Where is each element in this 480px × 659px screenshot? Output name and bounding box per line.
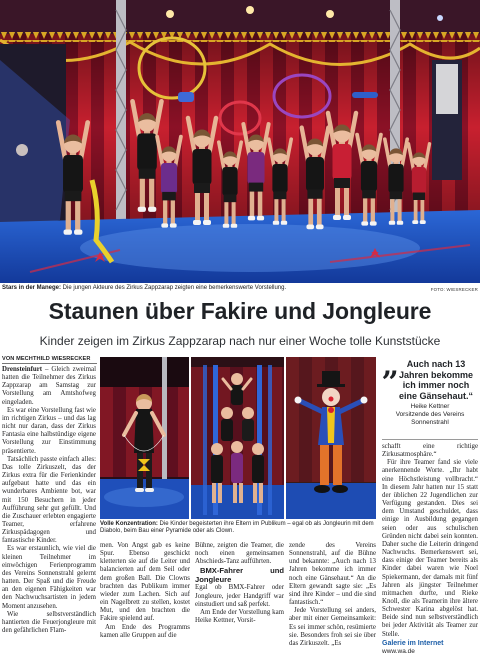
paragraph: Egal ob BMX-Fahrer oder Jongleure, jeder Handgriff war einstudiert und saß perfekt. <box>195 584 284 608</box>
photo-credit: FOTO: WIESRECKER <box>430 287 478 292</box>
quote-mark-icon: „ <box>382 348 400 383</box>
paragraph: zende des Vereins Sonnenstrahl, auf die Bühne und bekannte: „Auch nach 13 Jahren bekomme ich immer noch eine Gänsehaut.“ An die Eltern gewandt sagte sie: „Es sind ihre Kinder – und die sind fantastisch.“ <box>289 542 376 607</box>
stage-photo <box>0 0 480 283</box>
paragraph: Wie selbstverständlich hantierten die Feuerjongleure mit den gefährlichen Flam- <box>2 610 96 634</box>
subheadline: Kinder zeigen im Zirkus Zappzarap nach nur einer Woche tolle Kunststücke <box>39 334 441 348</box>
paragraph: Für ihre Teamer fand sie viele anerkennende Worte. „Ihr habt eine Höchstleistung vollbracht.“ In diesem Jahr hatten nur 15 statt der üblichen 22 Jugendlichen zur Verfügung gestanden. Dies sei dem Umstand geschuldet, dass einige in Ausbildung gegangen seien oder aus schulischen Gründen nicht dabei sein konnten. Daher suche die Leiterin dringend Nachwuchs. Bemerkenswert sei, dass einige der Teamer bereits als Kinder dabei waren wie Noel Spiekermann, der damals mit fünf Jahren als jüngster Teilnehmer mitmachen durfte, und Rieke Knoll, die als Teamerin ihre ältere Schwester Karina abgelöst hat. Beide sind nun selbstverständlich bei jeder Aktivität als Teamer zur Stelle. <box>382 459 478 637</box>
truss-left <box>116 0 126 230</box>
pull-quote-text: Auch nach 13 Jahren bekomme ich immer noch eine Gänsehaut.“ <box>398 359 474 401</box>
pull-quote <box>382 348 478 440</box>
juggling-prop <box>178 92 194 102</box>
paragraph: men. Von Angst gab es keine Spur. Ebenso geschickt kletterten sie auf die Leiter und balancierten auf dem Seil oder dem großen Ball. Die Clowns brachten das Publikum immer wieder zum Lachen. Sich auf ein Nagelbrett zu stellen, kostet Mut, und den brachten die Fakire spielend auf. <box>100 542 190 623</box>
gallery-link[interactable]: Galerie im Internet <box>382 640 444 647</box>
gallery-url: www.wa.de <box>382 648 415 655</box>
paragraph: schafft eine richtige Zirkusatmosphäre.“ <box>382 443 478 459</box>
juggling-prop <box>352 92 378 98</box>
paragraph: Am Ende der Vorstellung kam Heike Kettner, Vorsit- <box>195 608 284 625</box>
article-column-2 <box>100 542 190 657</box>
article-column-1 <box>2 366 96 657</box>
article-column-4 <box>289 542 376 657</box>
paragraph: Es war eine Vorstellung fast wie im richtigen Zirkus – und das lag nicht nur daran, dass der Zirkus Fantasia eine halbstündige eigene Vorstellung zur Einstimmung präsentierte. <box>2 406 96 455</box>
dateline: Drensteinfurt <box>2 366 43 373</box>
byline: VON MECHTHILD WIESRECKER <box>2 356 97 364</box>
article-column-3 <box>195 542 284 657</box>
pull-quote-role: Vorsitzende des Vereins Sonnenstrahl <box>395 411 465 426</box>
photo-caption-top <box>2 285 412 292</box>
tent-top <box>0 0 480 34</box>
section-subheading: BMX-Fahrer und Jongleure <box>195 566 284 585</box>
pull-quote-name: Heike Kettner <box>410 403 450 410</box>
photo-diabolo <box>100 357 189 519</box>
paragraph: Tatsächlich passte einfach alles: Das tolle Zirkuszelt, das der Zirkus extra für die Ferienkinder aufgebaut hatte und das ein wunderbares Ambiente bot, war mit 150 Besuchern in jeder Aufführung sehr gut gefüllt. Und die Zuschauer erlebten engagierte Teamer, erfahrene Zirkuspädagogen und fantastische Kinder. <box>2 455 96 545</box>
paragraph: Bühne, zeigten die Teamer, die noch einen gemeinsamen Abschieds-Tanz aufführten. <box>195 542 284 566</box>
photo-clown-image <box>286 357 376 519</box>
photo-diabolo-image <box>100 357 189 519</box>
photo-pyramid <box>191 357 284 519</box>
paragraph <box>2 366 96 407</box>
clown-nose <box>329 397 334 402</box>
article-column-5 <box>382 443 478 637</box>
caption-lead: Volle Konzentration: <box>100 521 158 527</box>
photo-caption-middle <box>100 521 376 536</box>
headline: Staunen über Fakire und Jongleure <box>48 298 432 324</box>
caption-text: Die Kinder begeisterten ihre Eltern im Publikum – egal ob als Jongleurin mit dem Diabolo, beim Bau einer Pyramide oder als Clown. <box>100 521 374 535</box>
paragraph: Jede Vorstellung sei anders, aber mit einer Gemeinsamkeit: Es sei immer schön, resümierte sie. Besonders froh sei sie über das Zirkuszelt. „Es <box>289 607 376 647</box>
paragraph-text: – Gleich zweimal hatten die Teilnehmer des Zirkus Zappzarap am Samstag zur Vorstellung am Amtshofweg eingeladen. <box>2 366 96 406</box>
photo-pyramid-image <box>191 357 284 519</box>
caption-text: Die jungen Akteure des Zirkus Zappzarap zeigten eine bemerkenswerte Vorstellung. <box>61 285 287 291</box>
fringe <box>0 32 480 42</box>
paragraph: Es war erstaunlich, wie viel die kleinen Teilnehmer im einwöchigen Ferienprogramm des Vereins Sonnenstrahl gelernt hatten. Der Spaß und die Freude an den eigenen Fähigkeiten war den Nachwuchsartisten in jedem Moment anzusehen. <box>2 545 96 610</box>
caption-lead: Stars in der Manege: <box>2 285 62 291</box>
photo-clown <box>286 357 376 519</box>
gallery-box <box>382 639 478 656</box>
paragraph: Am Ende des Programms kamen alle Gruppen auf die <box>100 623 190 639</box>
stage-photo-image <box>0 0 480 283</box>
